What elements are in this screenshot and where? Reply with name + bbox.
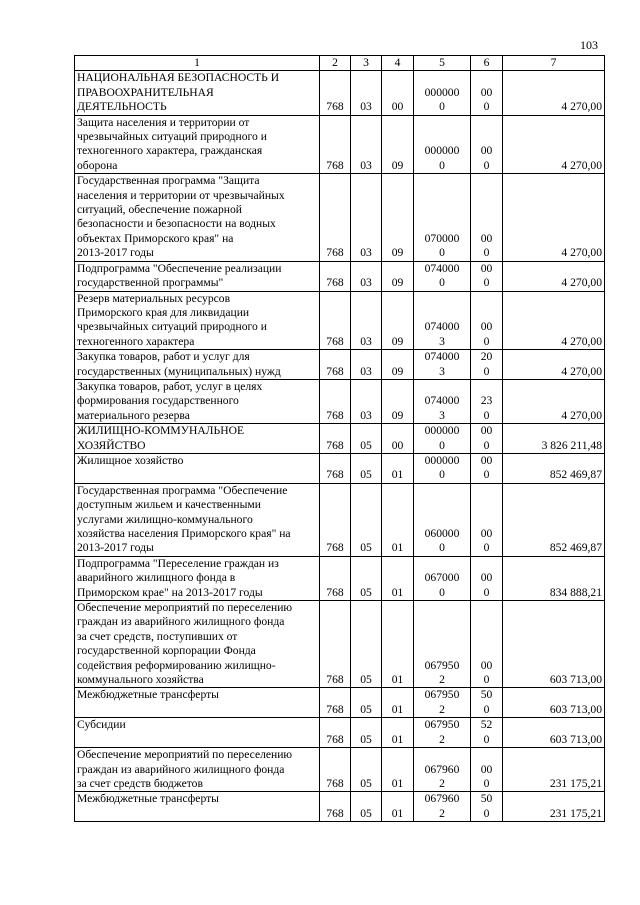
subsection-code: 09 (382, 379, 414, 423)
amount: 4 270,00 (503, 379, 605, 423)
target-article-code: 074000 3 (414, 350, 471, 380)
ved-code: 768 (320, 601, 351, 688)
column-header: 7 (503, 56, 605, 71)
target-article-code: 000000 0 (414, 71, 471, 115)
ved-code: 768 (320, 71, 351, 115)
section-code: 05 (351, 483, 382, 556)
subsection-code: 01 (382, 601, 414, 688)
amount: 4 270,00 (503, 291, 605, 350)
column-header: 1 (75, 56, 320, 71)
row-name: Межбюджетные трансферты (75, 792, 320, 822)
target-article-code: 067000 0 (414, 556, 471, 600)
amount: 4 270,00 (503, 174, 605, 261)
section-code: 05 (351, 748, 382, 792)
ved-code: 768 (320, 261, 351, 291)
row-name: Субсидии (75, 718, 320, 748)
row-name: Государственная программа "Обеспечение доступным жильем и качественными услугами жилищно-коммунального хозяйства населения Приморского края" на 2013-2017 годы (75, 483, 320, 556)
target-article-code: 067950 2 (414, 688, 471, 718)
ved-code: 768 (320, 174, 351, 261)
target-article-code: 000000 0 (414, 453, 471, 483)
subsection-code: 01 (382, 718, 414, 748)
target-article-code: 000000 0 (414, 424, 471, 454)
column-header: 6 (471, 56, 503, 71)
row-name: Межбюджетные трансферты (75, 688, 320, 718)
row-name: Государственная программа "Защита населения и территории от чрезвычайных ситуаций, обеспечение пожарной безопасности и безопасности на водных объектах Приморского края" на 2013-2017 годы (75, 174, 320, 261)
section-code: 03 (351, 379, 382, 423)
expense-type-code: 00 0 (471, 424, 503, 454)
ved-code: 768 (320, 453, 351, 483)
ved-code: 768 (320, 115, 351, 174)
ved-code: 768 (320, 556, 351, 600)
row-name: Резерв материальных ресурсов Приморского края для ликвидации чрезвычайных ситуаций природного и техногенного характера (75, 291, 320, 350)
subsection-code: 01 (382, 688, 414, 718)
table-row (75, 291, 605, 350)
target-article-code: 074000 3 (414, 291, 471, 350)
ved-code: 768 (320, 718, 351, 748)
table-row (75, 424, 605, 454)
ved-code: 768 (320, 688, 351, 718)
row-name: Обеспечение мероприятий по переселению граждан из аварийного жилищного фонда за счет средств бюджетов (75, 748, 320, 792)
table-header-row (75, 56, 605, 71)
ved-code: 768 (320, 379, 351, 423)
budget-table (74, 55, 605, 822)
expense-type-code: 00 0 (471, 71, 503, 115)
expense-type-code: 20 0 (471, 350, 503, 380)
expense-type-code: 00 0 (471, 483, 503, 556)
section-code: 03 (351, 291, 382, 350)
amount: 603 713,00 (503, 718, 605, 748)
target-article-code: 067960 2 (414, 748, 471, 792)
target-article-code: 074000 3 (414, 379, 471, 423)
subsection-code: 01 (382, 792, 414, 822)
subsection-code: 09 (382, 174, 414, 261)
amount: 834 888,21 (503, 556, 605, 600)
expense-type-code: 00 0 (471, 291, 503, 350)
section-code: 05 (351, 792, 382, 822)
column-header: 4 (382, 56, 414, 71)
table-row (75, 115, 605, 174)
expense-type-code: 00 0 (471, 453, 503, 483)
row-name: Закупка товаров, работ, услуг в целях формирования государственного материального резерва (75, 379, 320, 423)
section-code: 03 (351, 71, 382, 115)
subsection-code: 09 (382, 261, 414, 291)
column-header: 3 (351, 56, 382, 71)
section-code: 05 (351, 601, 382, 688)
subsection-code: 01 (382, 483, 414, 556)
table-row (75, 453, 605, 483)
amount: 852 469,87 (503, 453, 605, 483)
subsection-code: 01 (382, 556, 414, 600)
row-name: НАЦИОНАЛЬНАЯ БЕЗОПАСНОСТЬ И ПРАВООХРАНИТЕЛЬНАЯ ДЕЯТЕЛЬНОСТЬ (75, 71, 320, 115)
ved-code: 768 (320, 748, 351, 792)
ved-code: 768 (320, 483, 351, 556)
subsection-code: 01 (382, 453, 414, 483)
expense-type-code: 00 0 (471, 748, 503, 792)
section-code: 05 (351, 688, 382, 718)
subsection-code: 09 (382, 350, 414, 380)
table-row (75, 71, 605, 115)
expense-type-code: 52 0 (471, 718, 503, 748)
column-header: 5 (414, 56, 471, 71)
section-code: 03 (351, 261, 382, 291)
ved-code: 768 (320, 792, 351, 822)
row-name: Подпрограмма "Обеспечение реализации государственной программы" (75, 261, 320, 291)
section-code: 03 (351, 174, 382, 261)
table-row (75, 688, 605, 718)
section-code: 03 (351, 115, 382, 174)
target-article-code: 067950 2 (414, 718, 471, 748)
amount: 231 175,21 (503, 792, 605, 822)
expense-type-code: 00 0 (471, 174, 503, 261)
row-name: Обеспечение мероприятий по переселению граждан из аварийного жилищного фонда за счет средств, поступивших от государственной корпорации Фонда содействия реформированию жилищно- коммунального хозяйства (75, 601, 320, 688)
amount: 231 175,21 (503, 748, 605, 792)
expense-type-code: 50 0 (471, 688, 503, 718)
target-article-code: 070000 0 (414, 174, 471, 261)
table-row (75, 379, 605, 423)
table-row (75, 174, 605, 261)
column-header: 2 (320, 56, 351, 71)
amount: 603 713,00 (503, 601, 605, 688)
expense-type-code: 00 0 (471, 261, 503, 291)
amount: 4 270,00 (503, 261, 605, 291)
subsection-code: 09 (382, 291, 414, 350)
row-name: Подпрограмма "Переселение граждан из аварийного жилищного фонда в Приморском крае" на 2013-2017 годы (75, 556, 320, 600)
section-code: 05 (351, 424, 382, 454)
table-row (75, 483, 605, 556)
table-row (75, 748, 605, 792)
table-row (75, 556, 605, 600)
subsection-code: 09 (382, 115, 414, 174)
amount: 3 826 211,48 (503, 424, 605, 454)
expense-type-code: 00 0 (471, 601, 503, 688)
row-name: Защита населения и территории от чрезвычайных ситуаций природного и техногенного характера, гражданская оборона (75, 115, 320, 174)
ved-code: 768 (320, 350, 351, 380)
expense-type-code: 50 0 (471, 792, 503, 822)
row-name: Закупка товаров, работ и услуг для государственных (муниципальных) нужд (75, 350, 320, 380)
target-article-code: 074000 0 (414, 261, 471, 291)
expense-type-code: 00 0 (471, 115, 503, 174)
section-code: 03 (351, 350, 382, 380)
amount: 4 270,00 (503, 350, 605, 380)
table-row (75, 261, 605, 291)
row-name: Жилищное хозяйство (75, 453, 320, 483)
subsection-code: 00 (382, 424, 414, 454)
section-code: 05 (351, 718, 382, 748)
section-code: 05 (351, 556, 382, 600)
target-article-code: 067960 2 (414, 792, 471, 822)
table-row (75, 718, 605, 748)
target-article-code: 000000 0 (414, 115, 471, 174)
subsection-code: 00 (382, 71, 414, 115)
expense-type-code: 23 0 (471, 379, 503, 423)
page-number: 103 (580, 38, 598, 52)
amount: 852 469,87 (503, 483, 605, 556)
expense-type-code: 00 0 (471, 556, 503, 600)
target-article-code: 060000 0 (414, 483, 471, 556)
target-article-code: 067950 2 (414, 601, 471, 688)
section-code: 05 (351, 453, 382, 483)
table-row (75, 792, 605, 822)
row-name: ЖИЛИЩНО-КОММУНАЛЬНОЕ ХОЗЯЙСТВО (75, 424, 320, 454)
table-row (75, 350, 605, 380)
amount: 4 270,00 (503, 115, 605, 174)
ved-code: 768 (320, 291, 351, 350)
amount: 603 713,00 (503, 688, 605, 718)
subsection-code: 01 (382, 748, 414, 792)
ved-code: 768 (320, 424, 351, 454)
amount: 4 270,00 (503, 71, 605, 115)
table-row (75, 601, 605, 688)
